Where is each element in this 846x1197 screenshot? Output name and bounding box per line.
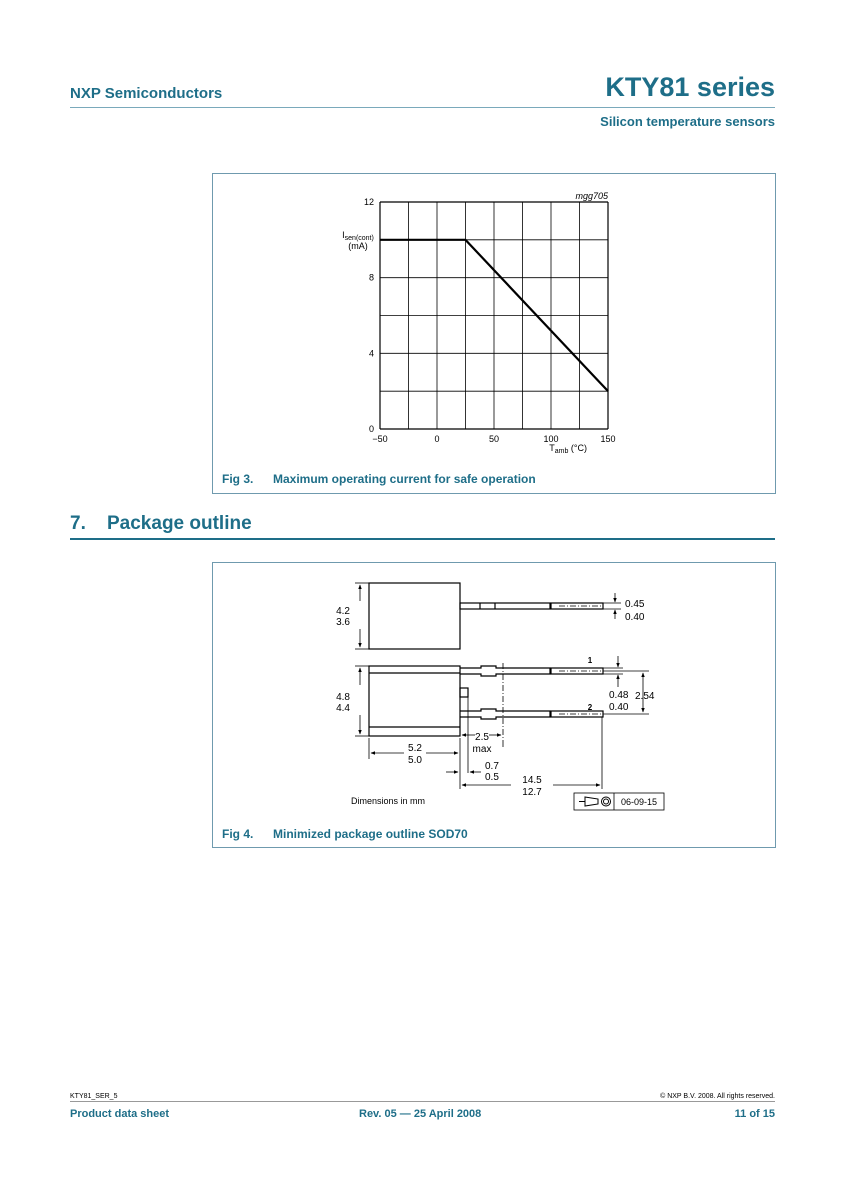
top-view xyxy=(369,583,603,649)
third-angle-projection-icon xyxy=(579,797,611,806)
dim-lead-thk-max: 0.45 xyxy=(625,599,645,610)
y-tick-label: 4 xyxy=(368,348,374,359)
dim-pitch: 2.54 xyxy=(635,691,655,702)
footer-revision: Rev. 05 — 25 April 2008 xyxy=(359,1108,482,1120)
chart-current-vs-temperature xyxy=(213,174,775,464)
footer-page-number: 11 of 15 xyxy=(734,1108,775,1120)
top-view-body xyxy=(369,583,460,649)
dim-lead-ext-note: max xyxy=(472,744,492,755)
side-view-body xyxy=(369,666,460,736)
dim-lead-ext: 2.5 xyxy=(475,732,489,743)
dim-body-height-min: 4.4 xyxy=(336,703,350,714)
figure-3-caption xyxy=(222,472,536,486)
y-axis-unit: (mA) xyxy=(348,241,368,251)
footer-doc-type: Product data sheet xyxy=(70,1108,170,1120)
drawing-date: 06-09-15 xyxy=(620,797,658,807)
y-axis-label: $I_{sen(cont)}$ xyxy=(342,230,374,242)
dim-offset-min: 0.5 xyxy=(485,772,499,783)
dim-lead-length-min: 12.7 xyxy=(522,787,542,798)
footer-divider xyxy=(70,1101,775,1102)
footer-copyright: © NXP B.V. 2008. All rights reserved. xyxy=(660,1093,775,1100)
figure-3 xyxy=(212,173,776,494)
x-tick-label: −50 xyxy=(372,434,388,444)
x-tick-label: 0 xyxy=(434,434,440,444)
y-tick-label: 12 xyxy=(363,197,374,207)
dim-offset-max: 0.7 xyxy=(485,761,499,772)
figure-code: mgg705 xyxy=(575,191,608,201)
document-title: KTY81 series xyxy=(605,72,775,102)
figure-4-caption xyxy=(222,827,468,841)
header-divider xyxy=(70,107,775,108)
document-subtitle: Silicon temperature sensors xyxy=(600,114,775,129)
dim-body-length-max: 5.2 xyxy=(408,743,422,754)
section-number: 7. xyxy=(70,513,86,534)
x-tick-label: 150 xyxy=(600,434,616,444)
dim-lead-length-max: 14.5 xyxy=(522,775,542,786)
dim-lead-width-min: 0.40 xyxy=(609,702,629,713)
figure-3-number: Fig 3. xyxy=(222,472,254,486)
y-tick-label: 0 xyxy=(368,424,374,434)
dim-lead-thk-min: 0.40 xyxy=(625,612,645,623)
figure-4-title: Minimized package outline SOD70 xyxy=(273,827,468,841)
figure-4 xyxy=(212,562,776,848)
company-name: NXP Semiconductors xyxy=(70,85,223,102)
x-tick-label: 100 xyxy=(543,434,559,444)
pin-2-label: 2 xyxy=(587,703,593,712)
footer-doc-id: KTY81_SER_5 xyxy=(70,1093,118,1100)
figure-3-title: Maximum operating current for safe operation xyxy=(273,472,536,486)
dim-top-height-max: 4.2 xyxy=(336,606,350,617)
dim-body-height-max: 4.8 xyxy=(336,692,350,703)
x-tick-label: 50 xyxy=(488,434,500,444)
y-tick-label: 8 xyxy=(368,272,374,283)
dim-lead-width-max: 0.48 xyxy=(609,690,629,701)
dim-top-height-min: 3.6 xyxy=(336,617,350,628)
pin-1-label: 1 xyxy=(587,656,593,665)
side-view xyxy=(369,663,603,743)
section-divider xyxy=(70,538,775,540)
section-heading xyxy=(70,513,252,535)
dim-body-length-min: 5.0 xyxy=(408,755,422,766)
package-outline-drawing xyxy=(213,563,775,823)
figure-4-number: Fig 4. xyxy=(222,827,254,841)
x-axis-label: $T_{amb}$ (°C) xyxy=(549,443,587,455)
dimensions-note: Dimensions in mm xyxy=(351,796,426,806)
section-title: Package outline xyxy=(107,513,252,534)
